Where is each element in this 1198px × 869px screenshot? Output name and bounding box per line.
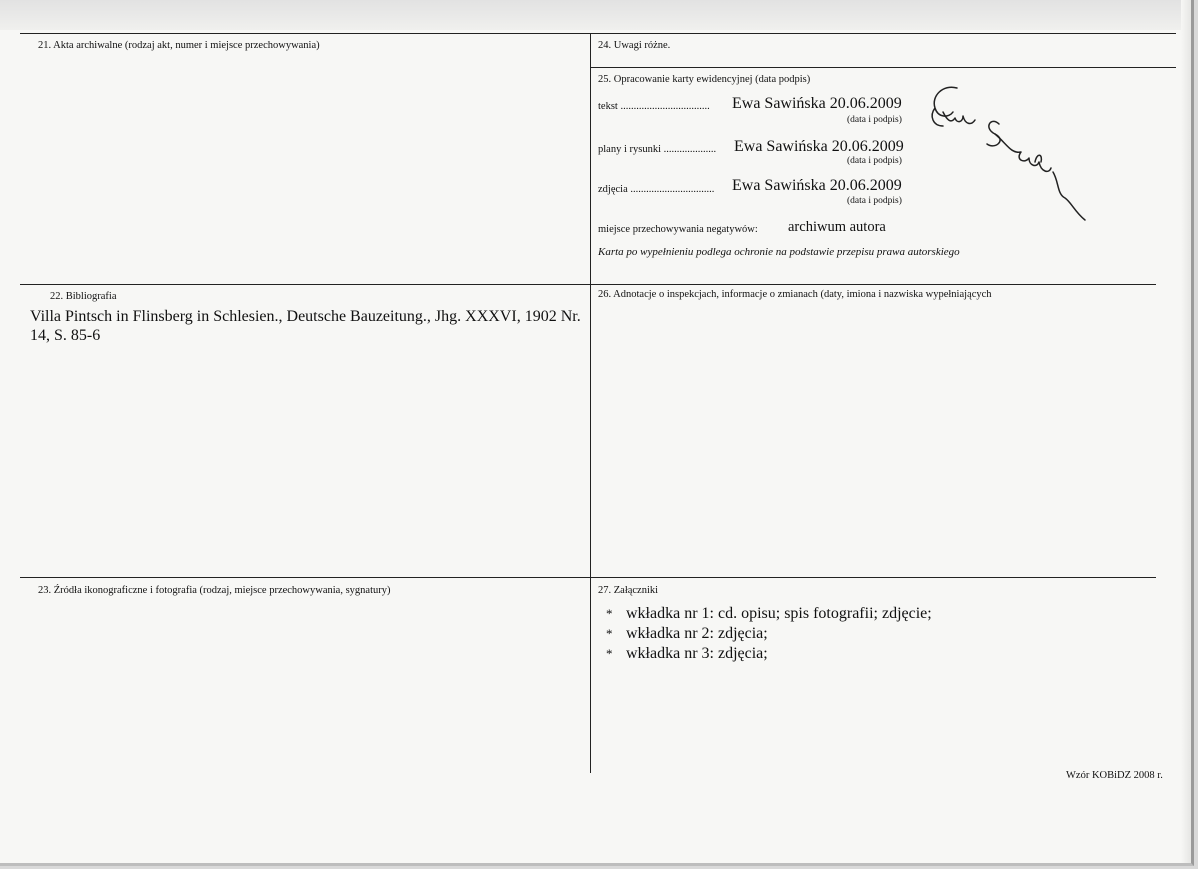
row-text-sub: (data i podpis) <box>847 115 902 125</box>
bullet-icon: * <box>606 646 613 661</box>
copyright-notice: Karta po wypełnieniu podlega ochronie na podstawie przepisu prawa autorskiego <box>598 246 960 258</box>
template-version: Wzór KOBiDZ 2008 r. <box>1066 770 1163 781</box>
section-24-label: 24. Uwagi różne. <box>598 40 671 51</box>
attachment-2: wkładka nr 2: zdjęcia; <box>626 625 768 642</box>
bullet-icon: * <box>606 626 613 641</box>
bullet-icon: * <box>606 606 613 621</box>
attachments-list <box>606 604 932 664</box>
attachment-1: wkładka nr 1: cd. opisu; spis fotografii; zdjęcie; <box>626 605 932 622</box>
negatives-value: archiwum autora <box>788 219 886 235</box>
row-plans-value: Ewa Sawińska 20.06.2009 <box>734 138 904 155</box>
bibliography-text: Villa Pintsch in Flinsberg in Schlesien., Deutsche Bauzeitung., Jhg. XXXVI, 1902 Nr. 14, S. 85-6 <box>30 308 581 344</box>
list-item <box>606 644 932 664</box>
row-plans-prefix: plany i rysunki .................... <box>598 144 717 155</box>
negatives-label: miejsce przechowywania negatywów: <box>598 224 758 235</box>
section-26-label: 26. Adnotacje o inspekcjach, informacje o zmianach (daty, imiona i nazwiska wypełniających <box>598 289 992 300</box>
row-photos-prefix: zdjęcia ................................ <box>598 184 715 195</box>
section-22-label: 22. Bibliografia <box>50 291 117 302</box>
list-item <box>606 604 932 624</box>
row-text-prefix: tekst .................................. <box>598 101 710 112</box>
top-shadow <box>0 0 1191 30</box>
rule-row2 <box>20 284 1156 285</box>
section-27-label: 27. Załączniki <box>598 585 659 596</box>
section-21-label: 21. Akta archiwalne (rodzaj akt, numer i miejsce przechowywania) <box>38 40 320 51</box>
list-item <box>606 624 932 644</box>
rule-top <box>20 33 1176 34</box>
attachment-3: wkładka nr 3: zdjęcia; <box>626 645 768 662</box>
row-plans-sub: (data i podpis) <box>847 156 902 166</box>
section-25-label: 25. Opracowanie karty ewidencyjnej (data podpis) <box>598 74 811 85</box>
handwritten-signature <box>925 82 1095 242</box>
section-23-label: 23. Źródła ikonograficzne i fotografia (rodzaj, miejsce przechowywania, sygnatury) <box>38 585 391 596</box>
rule-row3 <box>20 577 1156 578</box>
row-text-value: Ewa Sawińska 20.06.2009 <box>732 95 902 112</box>
rule-24-25 <box>590 67 1176 68</box>
row-photos-value: Ewa Sawińska 20.06.2009 <box>732 177 902 194</box>
right-shadow <box>1181 0 1191 863</box>
row-photos-sub: (data i podpis) <box>847 196 902 206</box>
rule-center <box>590 33 591 773</box>
